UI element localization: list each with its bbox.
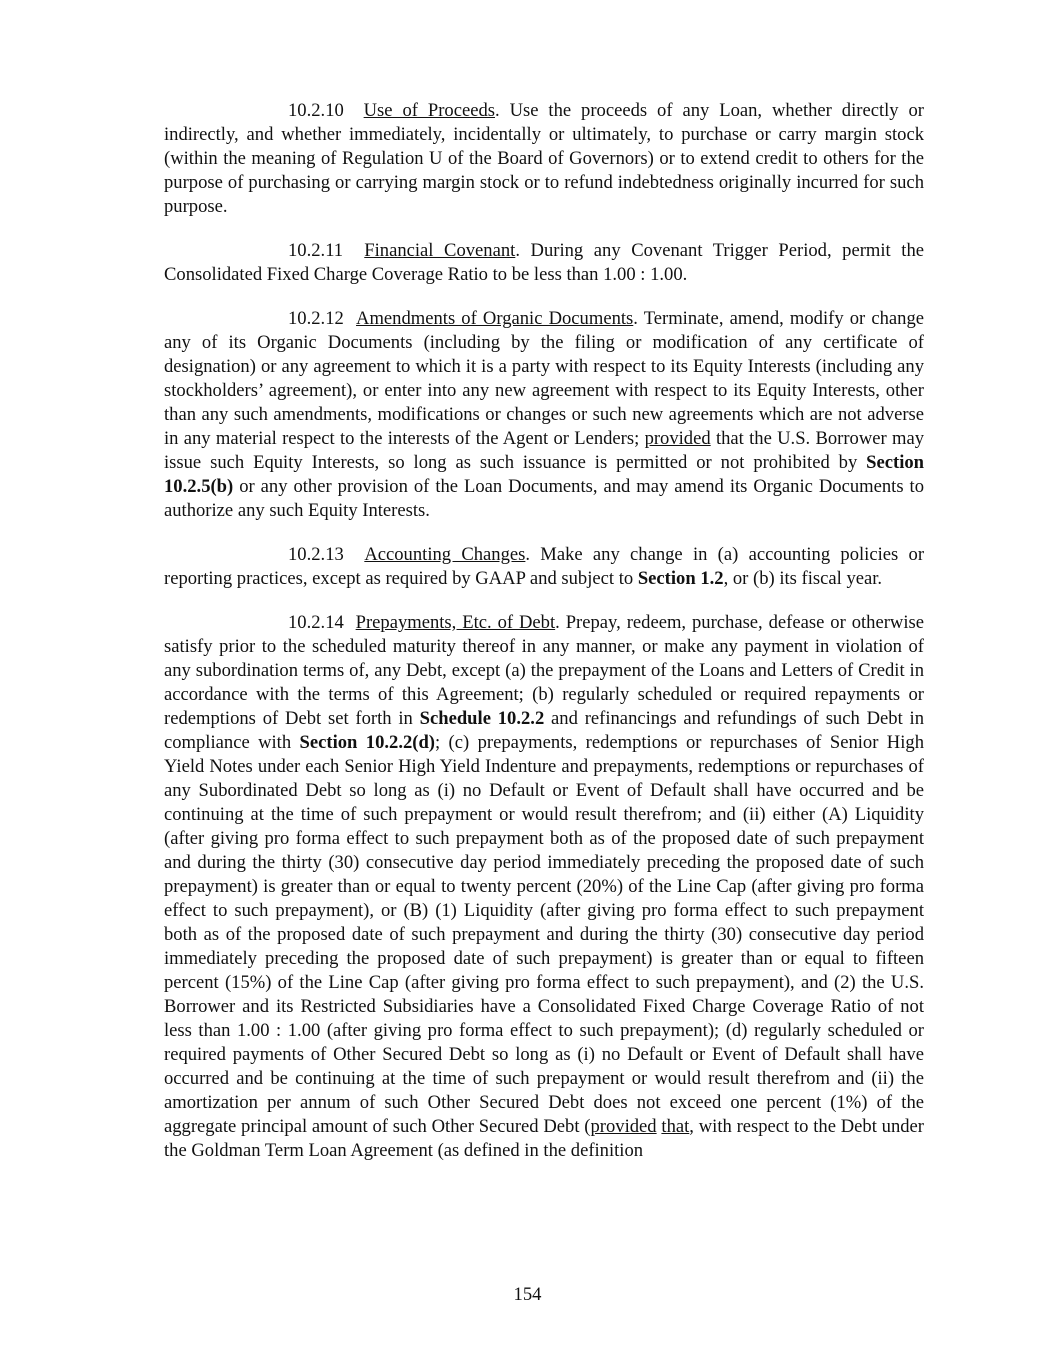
- section-body: , with respect to the Debt under the Goldman Term Loan Agreement (as defined in the definition: [164, 1116, 924, 1161]
- section-body: that the U.S. Borrower may issue such Equity Interests, so long as such issuance is permitted or not prohibited by: [164, 428, 925, 473]
- section-10-2-12: [164, 307, 924, 523]
- section-body: , or (b) its fiscal year.: [723, 568, 883, 589]
- page-number: 154: [513, 1284, 542, 1305]
- section-body: ; (c) prepayments, redemptions or repurchases of Senior High Yield Notes under each Senior High Yield Indenture and prepayments, redemptions or repurchases of any Subordinated Debt so long as (i) no Default or Event of Default shall have occurred and be continuing at the time of such prepayment or would result therefrom; and (ii) either (A) Liquidity (after giving pro forma effect to such prepayment both as of the proposed date of such prepayment and during the thirty (30) consecutive day period immediately preceding the proposed date of such prepayment) is greater than or equal to twenty percent (20%) of the Line Cap (after giving pro forma effect to such prepayment), or (B) (1) Liquidity (after giving pro forma effect to such prepayment both as of the proposed date of such prepayment and during the thirty (30) consecutive day period immediately preceding the proposed date of such prepayment) is greater than or equal to fifteen percent (15%) of the Line Cap (after giving pro forma effect to such prepayment), and (2) the U.S. Borrower and its Restricted Subsidiaries have a Consolidated Fixed Charge Coverage Ratio of not less than 1.00 : 1.00 (after giving pro forma effect to such prepayment); (d) regularly scheduled or required payments of Other Secured Debt so long as (i) no Default or Event of Default shall have occurred and be continuing at the time of such prepayment or would result therefrom and (ii) the amortization per annum of such Other Secured Debt does not exceed one percent (1%) of the aggregate principal amount of such Other Secured Debt (: [164, 732, 924, 1137]
- section-body: . Prepay, redeem, purchase, defease or otherwise satisfy prior to the scheduled maturity thereof in any manner, or make any payment in violation of any subordination terms of, any Debt, except (a) the prepayment of the Loans and Letters of Credit in accordance with the terms of this Agreement; (b) regularly scheduled or required repayments or redemptions of Debt set forth in: [164, 612, 924, 729]
- section-10-2-14: [164, 611, 924, 1163]
- section-body: . Make any change in (a) accounting policies or reporting practices, except as required by GAAP and subject to: [164, 544, 925, 589]
- section-body: and refinancings and refundings of such Debt in compliance with: [164, 708, 925, 753]
- section-10-2-13: [164, 543, 924, 591]
- section-body: . Terminate, amend, modify or change any of its Organic Documents (including by the filing or modification of any certificate of designation) or any agreement to which it is a party with respect to its Equity Interests (including any stockholders’ agreement), or enter into any new agreement with respect to its Equity Interests, other than any such amendments, modifications or changes or such new agreements which are not adverse in any material respect to the interests of the Agent or Lenders;: [164, 308, 925, 449]
- provided-term: provided: [590, 1116, 657, 1137]
- section-number: 10.2.11: [288, 240, 344, 261]
- section-heading: Accounting Changes: [364, 544, 526, 565]
- cross-reference: Section 10.2.5(b): [164, 452, 924, 497]
- cross-reference: Schedule 10.2.2: [419, 708, 545, 729]
- section-number: 10.2.12: [288, 308, 344, 329]
- provided-term: provided: [644, 428, 711, 449]
- section-heading: Prepayments, Etc. of Debt: [355, 612, 556, 633]
- section-10-2-11: [164, 239, 924, 287]
- section-heading: Financial Covenant: [364, 240, 516, 261]
- cross-reference: Section 1.2: [637, 568, 724, 589]
- section-10-2-10: [164, 99, 924, 219]
- that-term: that: [661, 1116, 690, 1137]
- section-body: or any other provision of the Loan Documents, and may amend its Organic Documents to authorize any such Equity Interests.: [164, 476, 924, 521]
- cross-reference: Section 10.2.2(d): [299, 732, 435, 753]
- section-number: 10.2.10: [288, 100, 344, 121]
- section-body: . Use the proceeds of any Loan, whether directly or indirectly, and whether immediately, incidentally or ultimately, to purchase or carry margin stock (within the meaning of Regulation U of the Board of Governors) or to extend credit to others for the purpose of purchasing or carrying margin stock or to refund indebtedness originally incurred for such purpose.: [164, 100, 924, 217]
- section-body: . During any Covenant Trigger Period, permit the Consolidated Fixed Charge Coverage Ratio to be less than 1.00 : 1.00.: [164, 240, 925, 285]
- section-number: 10.2.14: [288, 612, 344, 633]
- section-heading: Amendments of Organic Documents: [356, 308, 634, 329]
- section-heading: Use of Proceeds: [363, 100, 495, 121]
- section-number: 10.2.13: [288, 544, 344, 565]
- document-page: [164, 99, 924, 1183]
